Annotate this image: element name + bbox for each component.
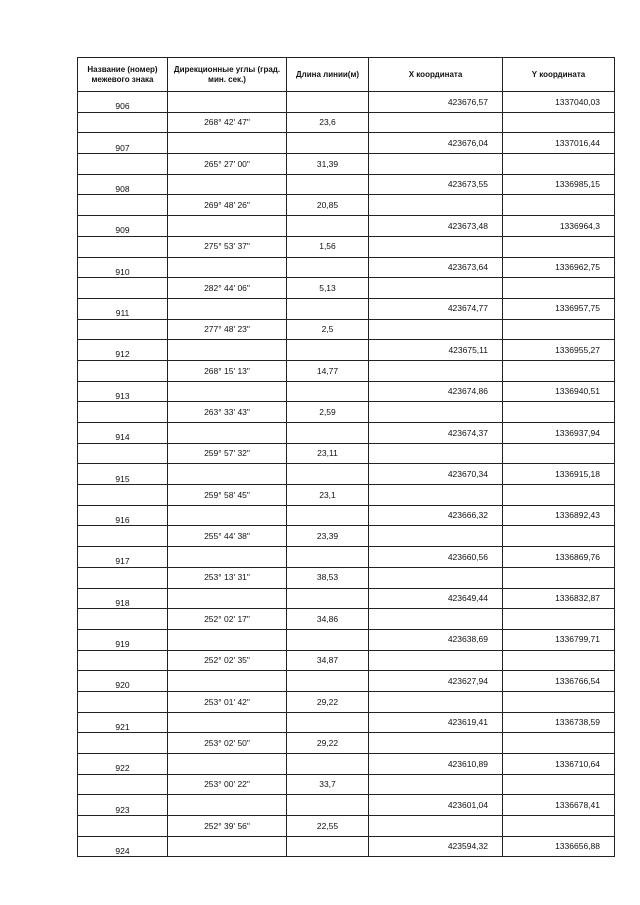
- line-length-cell: [287, 257, 369, 278]
- mark-name-cell: [78, 733, 168, 754]
- line-length-cell: 34,86: [287, 609, 369, 630]
- mark-name-cell: [78, 319, 168, 340]
- mark-name-cell: [78, 443, 168, 464]
- table-row: [78, 443, 615, 464]
- table-row: [78, 340, 615, 361]
- table-row: [78, 691, 615, 712]
- table-row: [78, 216, 615, 237]
- line-length-cell: [287, 505, 369, 526]
- mark-name-cell: 913: [78, 381, 168, 402]
- header-x-coordinate: X координата: [369, 58, 503, 92]
- y-coordinate-cell: [503, 278, 615, 299]
- y-coordinate-cell: 1336937,94: [503, 423, 615, 444]
- line-length-cell: 38,53: [287, 567, 369, 588]
- table-row: [78, 485, 615, 506]
- direction-angle-cell: 252° 02' 17": [168, 609, 287, 630]
- line-length-cell: [287, 754, 369, 775]
- mark-name-cell: [78, 774, 168, 795]
- mark-name-cell: [78, 112, 168, 133]
- x-coordinate-cell: [369, 236, 503, 257]
- x-coordinate-cell: 423673,48: [369, 216, 503, 237]
- table-row: [78, 381, 615, 402]
- line-length-cell: 23,11: [287, 443, 369, 464]
- y-coordinate-cell: 1336985,15: [503, 174, 615, 195]
- table-row: [78, 154, 615, 175]
- line-length-cell: 23,39: [287, 526, 369, 547]
- x-coordinate-cell: 423594,32: [369, 836, 503, 857]
- x-coordinate-cell: [369, 485, 503, 506]
- direction-angle-cell: 275° 53' 37": [168, 236, 287, 257]
- mark-name-cell: 921: [78, 712, 168, 733]
- mark-name-cell: [78, 691, 168, 712]
- line-length-cell: [287, 92, 369, 113]
- direction-angle-cell: [168, 464, 287, 485]
- y-coordinate-cell: 1337016,44: [503, 133, 615, 154]
- direction-angle-cell: 268° 42' 47": [168, 112, 287, 133]
- line-length-cell: [287, 340, 369, 361]
- x-coordinate-cell: [369, 278, 503, 299]
- table-row: [78, 671, 615, 692]
- x-coordinate-cell: [369, 816, 503, 837]
- x-coordinate-cell: [369, 691, 503, 712]
- x-coordinate-cell: [369, 567, 503, 588]
- table-row: [78, 526, 615, 547]
- direction-angle-cell: 269° 48' 26": [168, 195, 287, 216]
- mark-name-cell: 917: [78, 547, 168, 568]
- header-mark-name: Название (номер) межевого знака: [78, 58, 168, 92]
- table-header-row: [78, 58, 615, 92]
- table-row: [78, 133, 615, 154]
- y-coordinate-cell: [503, 443, 615, 464]
- mark-name-cell: [78, 236, 168, 257]
- y-coordinate-cell: 1336892,43: [503, 505, 615, 526]
- table-row: [78, 464, 615, 485]
- x-coordinate-cell: 423660,56: [369, 547, 503, 568]
- line-length-cell: [287, 671, 369, 692]
- mark-name-cell: [78, 485, 168, 506]
- line-length-cell: 29,22: [287, 691, 369, 712]
- table-row: [78, 567, 615, 588]
- table-row: [78, 588, 615, 609]
- direction-angle-cell: 255° 44' 38": [168, 526, 287, 547]
- y-coordinate-cell: [503, 154, 615, 175]
- direction-angle-cell: [168, 712, 287, 733]
- header-line-length: Длина линии(м): [287, 58, 369, 92]
- x-coordinate-cell: 423676,04: [369, 133, 503, 154]
- y-coordinate-cell: [503, 485, 615, 506]
- line-length-cell: [287, 133, 369, 154]
- y-coordinate-cell: [503, 526, 615, 547]
- mark-name-cell: 914: [78, 423, 168, 444]
- y-coordinate-cell: 1336710,64: [503, 754, 615, 775]
- table-row: [78, 278, 615, 299]
- x-coordinate-cell: 423673,55: [369, 174, 503, 195]
- mark-name-cell: [78, 609, 168, 630]
- mark-name-cell: [78, 402, 168, 423]
- mark-name-cell: 918: [78, 588, 168, 609]
- direction-angle-cell: 277° 48' 23": [168, 319, 287, 340]
- direction-angle-cell: [168, 588, 287, 609]
- line-length-cell: [287, 381, 369, 402]
- x-coordinate-cell: 423674,77: [369, 298, 503, 319]
- mark-name-cell: 906: [78, 92, 168, 113]
- header-direction-angle: Дирекционные углы (град. мин. сек.): [168, 58, 287, 92]
- mark-name-cell: 911: [78, 298, 168, 319]
- direction-angle-cell: 252° 39' 56": [168, 816, 287, 837]
- table-row: [78, 836, 615, 857]
- x-coordinate-cell: 423627,94: [369, 671, 503, 692]
- table-row: [78, 298, 615, 319]
- table-row: [78, 319, 615, 340]
- direction-angle-cell: [168, 547, 287, 568]
- mark-name-cell: [78, 360, 168, 381]
- x-coordinate-cell: [369, 609, 503, 630]
- y-coordinate-cell: [503, 816, 615, 837]
- line-length-cell: 5,13: [287, 278, 369, 299]
- line-length-cell: 31,39: [287, 154, 369, 175]
- direction-angle-cell: [168, 216, 287, 237]
- line-length-cell: 20,85: [287, 195, 369, 216]
- line-length-cell: [287, 836, 369, 857]
- line-length-cell: [287, 464, 369, 485]
- line-length-cell: [287, 795, 369, 816]
- mark-name-cell: [78, 816, 168, 837]
- table-row: [78, 505, 615, 526]
- table-row: [78, 92, 615, 113]
- header-y-coordinate: Y координата: [503, 58, 615, 92]
- x-coordinate-cell: [369, 443, 503, 464]
- y-coordinate-cell: 1336955,27: [503, 340, 615, 361]
- direction-angle-cell: 282° 44' 06": [168, 278, 287, 299]
- y-coordinate-cell: [503, 236, 615, 257]
- direction-angle-cell: [168, 836, 287, 857]
- line-length-cell: 2,59: [287, 402, 369, 423]
- table-body: [78, 92, 615, 857]
- y-coordinate-cell: 1336678,41: [503, 795, 615, 816]
- direction-angle-cell: [168, 629, 287, 650]
- line-length-cell: 23,6: [287, 112, 369, 133]
- line-length-cell: 29,22: [287, 733, 369, 754]
- y-coordinate-cell: [503, 609, 615, 630]
- table-row: [78, 774, 615, 795]
- direction-angle-cell: [168, 795, 287, 816]
- line-length-cell: [287, 216, 369, 237]
- x-coordinate-cell: [369, 319, 503, 340]
- y-coordinate-cell: [503, 112, 615, 133]
- mark-name-cell: 909: [78, 216, 168, 237]
- direction-angle-cell: [168, 174, 287, 195]
- x-coordinate-cell: 423610,89: [369, 754, 503, 775]
- x-coordinate-cell: [369, 774, 503, 795]
- table-row: [78, 360, 615, 381]
- x-coordinate-cell: [369, 650, 503, 671]
- mark-name-cell: [78, 567, 168, 588]
- line-length-cell: [287, 298, 369, 319]
- mark-name-cell: 908: [78, 174, 168, 195]
- line-length-cell: 33,7: [287, 774, 369, 795]
- x-coordinate-cell: [369, 112, 503, 133]
- y-coordinate-cell: 1336962,75: [503, 257, 615, 278]
- y-coordinate-cell: 1336869,76: [503, 547, 615, 568]
- y-coordinate-cell: [503, 360, 615, 381]
- mark-name-cell: [78, 154, 168, 175]
- direction-angle-cell: 259° 57' 32": [168, 443, 287, 464]
- mark-name-cell: 907: [78, 133, 168, 154]
- line-length-cell: 2,5: [287, 319, 369, 340]
- line-length-cell: [287, 629, 369, 650]
- y-coordinate-cell: 1336832,87: [503, 588, 615, 609]
- table-row: [78, 174, 615, 195]
- x-coordinate-cell: 423666,32: [369, 505, 503, 526]
- y-coordinate-cell: 1337040,03: [503, 92, 615, 113]
- direction-angle-cell: 253° 01' 42": [168, 691, 287, 712]
- x-coordinate-cell: 423638,69: [369, 629, 503, 650]
- table-row: [78, 195, 615, 216]
- table-row: [78, 257, 615, 278]
- x-coordinate-cell: 423674,86: [369, 381, 503, 402]
- x-coordinate-cell: 423676,57: [369, 92, 503, 113]
- boundary-marks-table: [77, 57, 615, 857]
- mark-name-cell: 924: [78, 836, 168, 857]
- direction-angle-cell: 263° 33' 43": [168, 402, 287, 423]
- line-length-cell: 22,55: [287, 816, 369, 837]
- mark-name-cell: 912: [78, 340, 168, 361]
- direction-angle-cell: [168, 671, 287, 692]
- table-row: [78, 423, 615, 444]
- y-coordinate-cell: [503, 774, 615, 795]
- direction-angle-cell: 253° 02' 50": [168, 733, 287, 754]
- direction-angle-cell: [168, 340, 287, 361]
- x-coordinate-cell: 423619,41: [369, 712, 503, 733]
- line-length-cell: [287, 712, 369, 733]
- line-length-cell: [287, 174, 369, 195]
- direction-angle-cell: [168, 754, 287, 775]
- y-coordinate-cell: 1336656,88: [503, 836, 615, 857]
- mark-name-cell: 920: [78, 671, 168, 692]
- y-coordinate-cell: [503, 319, 615, 340]
- y-coordinate-cell: [503, 691, 615, 712]
- mark-name-cell: 923: [78, 795, 168, 816]
- y-coordinate-cell: [503, 567, 615, 588]
- y-coordinate-cell: 1336799,71: [503, 629, 615, 650]
- x-coordinate-cell: 423670,34: [369, 464, 503, 485]
- x-coordinate-cell: [369, 733, 503, 754]
- y-coordinate-cell: 1336964,3: [503, 216, 615, 237]
- y-coordinate-cell: 1336940,51: [503, 381, 615, 402]
- table-row: [78, 795, 615, 816]
- mark-name-cell: [78, 278, 168, 299]
- line-length-cell: 14,77: [287, 360, 369, 381]
- direction-angle-cell: [168, 423, 287, 444]
- direction-angle-cell: [168, 381, 287, 402]
- y-coordinate-cell: 1336738,59: [503, 712, 615, 733]
- table-row: [78, 609, 615, 630]
- table-row: [78, 236, 615, 257]
- table-row: [78, 629, 615, 650]
- x-coordinate-cell: [369, 154, 503, 175]
- x-coordinate-cell: [369, 195, 503, 216]
- table-row: [78, 112, 615, 133]
- x-coordinate-cell: 423674,37: [369, 423, 503, 444]
- table-row: [78, 402, 615, 423]
- direction-angle-cell: [168, 92, 287, 113]
- mark-name-cell: 915: [78, 464, 168, 485]
- x-coordinate-cell: [369, 402, 503, 423]
- y-coordinate-cell: 1336915,18: [503, 464, 615, 485]
- y-coordinate-cell: [503, 195, 615, 216]
- y-coordinate-cell: 1336957,75: [503, 298, 615, 319]
- table-row: [78, 547, 615, 568]
- line-length-cell: 34,87: [287, 650, 369, 671]
- table-row: [78, 733, 615, 754]
- x-coordinate-cell: 423649,44: [369, 588, 503, 609]
- mark-name-cell: 916: [78, 505, 168, 526]
- y-coordinate-cell: [503, 650, 615, 671]
- direction-angle-cell: [168, 505, 287, 526]
- table-row: [78, 712, 615, 733]
- direction-angle-cell: [168, 298, 287, 319]
- mark-name-cell: [78, 526, 168, 547]
- mark-name-cell: 910: [78, 257, 168, 278]
- direction-angle-cell: 259° 58' 45": [168, 485, 287, 506]
- mark-name-cell: [78, 195, 168, 216]
- x-coordinate-cell: 423675,11: [369, 340, 503, 361]
- line-length-cell: [287, 547, 369, 568]
- line-length-cell: [287, 423, 369, 444]
- mark-name-cell: [78, 650, 168, 671]
- direction-angle-cell: 252° 02' 35": [168, 650, 287, 671]
- line-length-cell: [287, 588, 369, 609]
- x-coordinate-cell: [369, 526, 503, 547]
- x-coordinate-cell: [369, 360, 503, 381]
- x-coordinate-cell: 423673,64: [369, 257, 503, 278]
- mark-name-cell: 922: [78, 754, 168, 775]
- table-row: [78, 816, 615, 837]
- mark-name-cell: 919: [78, 629, 168, 650]
- table-row: [78, 754, 615, 775]
- direction-angle-cell: 253° 00' 22": [168, 774, 287, 795]
- line-length-cell: 1,56: [287, 236, 369, 257]
- table-row: [78, 650, 615, 671]
- y-coordinate-cell: [503, 402, 615, 423]
- direction-angle-cell: 265° 27' 00": [168, 154, 287, 175]
- direction-angle-cell: 253° 13' 31": [168, 567, 287, 588]
- direction-angle-cell: 268° 15' 13": [168, 360, 287, 381]
- line-length-cell: 23,1: [287, 485, 369, 506]
- direction-angle-cell: [168, 133, 287, 154]
- direction-angle-cell: [168, 257, 287, 278]
- x-coordinate-cell: 423601,04: [369, 795, 503, 816]
- y-coordinate-cell: 1336766,54: [503, 671, 615, 692]
- y-coordinate-cell: [503, 733, 615, 754]
